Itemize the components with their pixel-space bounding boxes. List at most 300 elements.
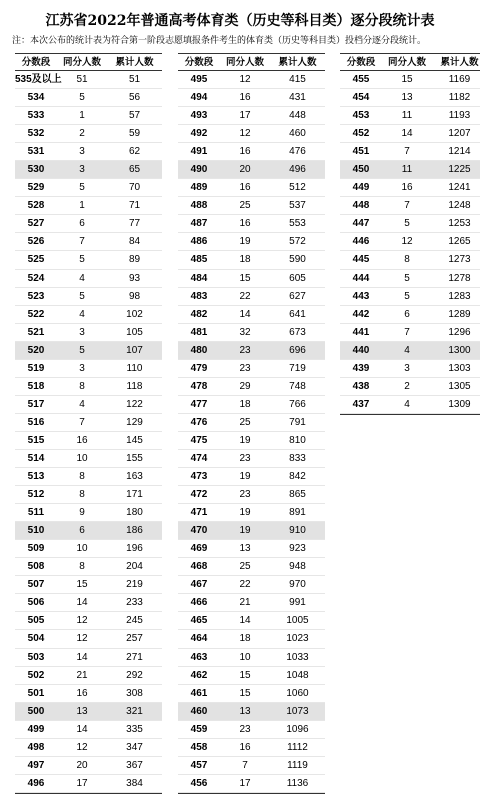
same-score-cell: 19 bbox=[239, 507, 251, 519]
same-score-cell: 14 bbox=[76, 597, 88, 609]
cumulative-cell: 257 bbox=[126, 633, 143, 645]
cumulative-cell: 1253 bbox=[448, 218, 471, 230]
score-cell: 440 bbox=[352, 344, 370, 356]
cumulative-cell: 833 bbox=[289, 452, 306, 464]
cumulative-cell: 271 bbox=[126, 651, 143, 663]
table-row bbox=[15, 161, 162, 179]
table-row bbox=[340, 378, 480, 396]
same-score-cell: 7 bbox=[79, 236, 85, 248]
same-score-cell: 13 bbox=[76, 705, 88, 717]
same-score-cell: 18 bbox=[239, 254, 251, 266]
cumulative-cell: 1248 bbox=[448, 200, 471, 212]
same-score-cell: 25 bbox=[239, 200, 251, 212]
same-score-cell: 25 bbox=[239, 416, 251, 428]
table-row bbox=[178, 504, 325, 522]
cumulative-cell: 1241 bbox=[448, 182, 471, 194]
cumulative-cell: 496 bbox=[289, 164, 306, 176]
cumulative-cell: 627 bbox=[289, 290, 306, 302]
score-cell: 451 bbox=[352, 146, 370, 158]
table-row bbox=[178, 630, 325, 648]
same-score-cell: 15 bbox=[401, 74, 413, 85]
same-score-cell: 32 bbox=[239, 326, 251, 338]
same-score-cell: 23 bbox=[239, 723, 251, 735]
cumulative-cell: 292 bbox=[126, 669, 143, 681]
score-cell: 520 bbox=[27, 344, 45, 356]
score-cell: 476 bbox=[190, 416, 208, 428]
table-row bbox=[15, 594, 162, 612]
table-row bbox=[340, 107, 480, 125]
table-row bbox=[15, 630, 162, 648]
table-row bbox=[178, 215, 325, 233]
table-row bbox=[178, 468, 325, 486]
score-cell: 528 bbox=[27, 200, 45, 212]
table-row bbox=[178, 197, 325, 215]
score-cell: 441 bbox=[352, 326, 370, 338]
cumulative-cell: 1005 bbox=[286, 615, 309, 627]
table-row bbox=[15, 468, 162, 486]
cumulative-cell: 245 bbox=[126, 615, 143, 627]
score-cell: 454 bbox=[352, 92, 370, 104]
table-row bbox=[15, 721, 162, 739]
score-cell: 513 bbox=[27, 471, 45, 483]
score-cell: 460 bbox=[190, 705, 208, 717]
same-score-cell: 19 bbox=[239, 434, 251, 446]
table-row bbox=[15, 233, 162, 251]
same-score-cell: 6 bbox=[404, 308, 410, 320]
same-score-cell: 14 bbox=[239, 615, 251, 627]
cumulative-cell: 791 bbox=[289, 416, 306, 428]
table-header-row bbox=[340, 53, 480, 71]
score-cell: 498 bbox=[27, 741, 45, 753]
same-score-cell: 29 bbox=[239, 380, 251, 392]
cumulative-cell: 180 bbox=[126, 507, 143, 519]
score-cell: 471 bbox=[190, 507, 208, 519]
table-row bbox=[178, 306, 325, 324]
table-row bbox=[15, 649, 162, 667]
cumulative-cell: 431 bbox=[289, 92, 306, 104]
score-cell: 472 bbox=[190, 489, 208, 501]
table-row bbox=[15, 739, 162, 757]
header-same-score-count: 同分人数 bbox=[387, 57, 426, 68]
same-score-cell: 23 bbox=[239, 344, 251, 356]
header-same-score-count: 同分人数 bbox=[225, 57, 264, 68]
table-row bbox=[178, 342, 325, 360]
score-cell: 499 bbox=[27, 723, 45, 735]
same-score-cell: 7 bbox=[404, 146, 410, 158]
score-cell: 496 bbox=[27, 777, 45, 789]
same-score-cell: 23 bbox=[239, 489, 251, 501]
cumulative-cell: 384 bbox=[126, 777, 143, 789]
table-header-row bbox=[15, 53, 162, 71]
score-cell: 485 bbox=[190, 254, 208, 266]
cumulative-cell: 1073 bbox=[286, 705, 309, 717]
score-cell: 468 bbox=[190, 561, 208, 573]
cumulative-cell: 347 bbox=[126, 741, 143, 753]
cumulative-cell: 748 bbox=[289, 380, 306, 392]
table-row bbox=[340, 396, 480, 414]
table-row bbox=[178, 775, 325, 793]
table-row bbox=[178, 107, 325, 125]
same-score-cell: 19 bbox=[239, 471, 251, 483]
cumulative-cell: 1033 bbox=[286, 651, 309, 663]
same-score-cell: 17 bbox=[239, 110, 251, 122]
score-cell: 479 bbox=[190, 362, 208, 374]
header-cumulative-count: 累计人数 bbox=[278, 57, 317, 68]
same-score-cell: 7 bbox=[404, 326, 410, 338]
cumulative-cell: 1060 bbox=[286, 687, 309, 699]
same-score-cell: 14 bbox=[239, 308, 251, 320]
score-cell: 494 bbox=[190, 92, 208, 104]
score-cell: 533 bbox=[27, 110, 45, 122]
table-row bbox=[15, 306, 162, 324]
score-cell: 488 bbox=[190, 200, 208, 212]
same-score-cell: 17 bbox=[76, 777, 88, 789]
score-cell: 516 bbox=[27, 416, 45, 428]
same-score-cell: 6 bbox=[79, 218, 85, 230]
score-cell: 486 bbox=[190, 236, 208, 248]
cumulative-cell: 1296 bbox=[448, 326, 471, 338]
cumulative-cell: 590 bbox=[289, 254, 306, 266]
same-score-cell: 11 bbox=[401, 164, 413, 176]
table-row bbox=[178, 251, 325, 269]
score-cell: 531 bbox=[27, 146, 45, 158]
same-score-cell: 23 bbox=[239, 452, 251, 464]
table-row bbox=[178, 288, 325, 306]
cumulative-cell: 910 bbox=[289, 525, 306, 537]
cumulative-cell: 448 bbox=[289, 110, 306, 122]
table-row bbox=[178, 161, 325, 179]
table-row bbox=[340, 215, 480, 233]
table-row bbox=[340, 288, 480, 306]
table-row bbox=[178, 396, 325, 414]
same-score-cell: 21 bbox=[76, 669, 88, 681]
table-row bbox=[178, 685, 325, 703]
header-score-band: 分数段 bbox=[346, 57, 376, 68]
table-row bbox=[15, 612, 162, 630]
cumulative-cell: 1096 bbox=[286, 723, 309, 735]
same-score-cell: 3 bbox=[79, 326, 85, 338]
table-row bbox=[15, 107, 162, 125]
same-score-cell: 14 bbox=[401, 128, 413, 140]
score-cell: 519 bbox=[27, 362, 45, 374]
cumulative-cell: 122 bbox=[126, 398, 143, 410]
cumulative-cell: 308 bbox=[126, 687, 143, 699]
score-cell: 487 bbox=[190, 218, 208, 230]
score-cell: 503 bbox=[27, 651, 45, 663]
cumulative-cell: 145 bbox=[126, 434, 143, 446]
table-row bbox=[15, 540, 162, 558]
cumulative-cell: 89 bbox=[128, 254, 141, 266]
same-score-cell: 5 bbox=[79, 182, 85, 194]
score-cell: 532 bbox=[27, 128, 45, 140]
score-cell: 474 bbox=[190, 452, 208, 464]
score-table-column-3 bbox=[340, 53, 480, 415]
score-cell: 462 bbox=[190, 669, 208, 681]
score-cell: 529 bbox=[27, 182, 45, 194]
same-score-cell: 18 bbox=[239, 398, 251, 410]
score-cell: 444 bbox=[352, 272, 370, 284]
cumulative-cell: 1119 bbox=[287, 759, 308, 771]
table-row bbox=[340, 360, 480, 378]
same-score-cell: 23 bbox=[239, 362, 251, 374]
cumulative-cell: 537 bbox=[289, 200, 306, 212]
table-row bbox=[15, 504, 162, 522]
cumulative-cell: 842 bbox=[289, 471, 306, 483]
score-cell: 469 bbox=[190, 543, 208, 555]
same-score-cell: 12 bbox=[239, 128, 251, 140]
header-same-score-count: 同分人数 bbox=[62, 57, 101, 68]
table-note: 注：本次公布的统计表为符合第一阶段志愿填报条件考生的体育类（历史等科目类）投档分逐分段统计。 bbox=[12, 36, 427, 46]
cumulative-cell: 605 bbox=[289, 272, 306, 284]
cumulative-cell: 415 bbox=[289, 74, 306, 85]
score-cell: 514 bbox=[27, 452, 45, 464]
score-cell: 477 bbox=[190, 398, 208, 410]
table-row bbox=[178, 179, 325, 197]
score-cell: 467 bbox=[190, 579, 208, 591]
cumulative-cell: 59 bbox=[128, 128, 141, 140]
score-cell: 522 bbox=[27, 308, 45, 320]
cumulative-cell: 810 bbox=[289, 434, 306, 446]
table-row bbox=[340, 342, 480, 360]
table-row bbox=[15, 667, 162, 685]
score-cell: 493 bbox=[190, 110, 208, 122]
same-score-cell: 13 bbox=[239, 705, 251, 717]
score-cell: 446 bbox=[352, 236, 370, 248]
cumulative-cell: 129 bbox=[126, 416, 143, 428]
cumulative-cell: 1303 bbox=[448, 362, 471, 374]
cumulative-cell: 719 bbox=[289, 362, 306, 374]
cumulative-cell: 102 bbox=[126, 308, 143, 320]
score-table-column-2 bbox=[178, 53, 325, 794]
same-score-cell: 19 bbox=[239, 236, 251, 248]
same-score-cell: 17 bbox=[239, 777, 251, 789]
cumulative-cell: 196 bbox=[126, 543, 143, 555]
table-row bbox=[15, 414, 162, 432]
same-score-cell: 5 bbox=[404, 290, 410, 302]
score-cell: 445 bbox=[352, 254, 370, 266]
score-cell: 491 bbox=[190, 146, 208, 158]
score-cell: 502 bbox=[27, 669, 45, 681]
score-cell: 506 bbox=[27, 597, 45, 609]
same-score-cell: 16 bbox=[239, 92, 251, 104]
table-row bbox=[15, 378, 162, 396]
cumulative-cell: 110 bbox=[126, 362, 143, 374]
same-score-cell: 16 bbox=[239, 182, 251, 194]
table-row bbox=[178, 522, 325, 540]
score-cell: 453 bbox=[352, 110, 370, 122]
same-score-cell: 5 bbox=[79, 254, 85, 266]
score-cell: 534 bbox=[27, 92, 45, 104]
score-cell: 500 bbox=[27, 705, 45, 717]
table-row bbox=[15, 558, 162, 576]
same-score-cell: 20 bbox=[76, 759, 88, 771]
score-cell: 512 bbox=[27, 489, 45, 501]
score-cell: 484 bbox=[190, 272, 208, 284]
score-cell: 517 bbox=[27, 398, 45, 410]
same-score-cell: 14 bbox=[76, 723, 88, 735]
cumulative-cell: 105 bbox=[126, 326, 143, 338]
same-score-cell: 19 bbox=[239, 525, 251, 537]
table-row bbox=[178, 721, 325, 739]
score-cell: 480 bbox=[190, 344, 208, 356]
table-row bbox=[178, 757, 325, 775]
score-cell: 438 bbox=[352, 380, 370, 392]
table-row bbox=[15, 450, 162, 468]
header-cumulative-count: 累计人数 bbox=[115, 57, 154, 68]
cumulative-cell: 1305 bbox=[448, 380, 471, 392]
table-row bbox=[15, 486, 162, 504]
table-row bbox=[15, 143, 162, 161]
score-cell: 495 bbox=[190, 74, 208, 85]
cumulative-cell: 970 bbox=[289, 579, 306, 591]
same-score-cell: 16 bbox=[239, 218, 251, 230]
cumulative-cell: 107 bbox=[126, 344, 143, 356]
score-cell: 530 bbox=[27, 164, 45, 176]
table-row bbox=[340, 197, 480, 215]
table-row bbox=[15, 71, 162, 89]
score-cell: 489 bbox=[190, 182, 208, 194]
score-cell: 456 bbox=[190, 777, 208, 789]
same-score-cell: 3 bbox=[404, 362, 410, 374]
same-score-cell: 15 bbox=[239, 272, 251, 284]
same-score-cell: 51 bbox=[76, 74, 88, 85]
cumulative-cell: 98 bbox=[128, 290, 141, 302]
table-row bbox=[178, 324, 325, 342]
table-row bbox=[340, 143, 480, 161]
score-cell: 482 bbox=[190, 308, 208, 320]
same-score-cell: 4 bbox=[79, 398, 85, 410]
same-score-cell: 8 bbox=[79, 489, 85, 501]
table-row bbox=[178, 143, 325, 161]
same-score-cell: 3 bbox=[79, 362, 85, 374]
table-row bbox=[15, 360, 162, 378]
score-cell: 527 bbox=[27, 218, 45, 230]
cumulative-cell: 865 bbox=[289, 489, 306, 501]
same-score-cell: 22 bbox=[239, 579, 251, 591]
score-cell: 509 bbox=[27, 543, 45, 555]
same-score-cell: 18 bbox=[239, 633, 251, 645]
same-score-cell: 21 bbox=[239, 597, 251, 609]
table-row bbox=[178, 432, 325, 450]
same-score-cell: 20 bbox=[239, 164, 251, 176]
cumulative-cell: 1182 bbox=[448, 92, 471, 104]
cumulative-cell: 553 bbox=[289, 218, 306, 230]
cumulative-cell: 57 bbox=[128, 110, 141, 122]
cumulative-cell: 512 bbox=[289, 182, 306, 194]
cumulative-cell: 1136 bbox=[286, 777, 309, 789]
column-bottom-rule bbox=[340, 414, 480, 415]
table-row bbox=[340, 161, 480, 179]
cumulative-cell: 1278 bbox=[448, 272, 471, 284]
score-cell: 458 bbox=[190, 741, 208, 753]
same-score-cell: 10 bbox=[239, 651, 251, 663]
cumulative-cell: 948 bbox=[289, 561, 306, 573]
cumulative-cell: 696 bbox=[289, 344, 306, 356]
cumulative-cell: 923 bbox=[289, 543, 306, 555]
table-row bbox=[178, 414, 325, 432]
cumulative-cell: 991 bbox=[289, 597, 306, 609]
same-score-cell: 2 bbox=[79, 128, 85, 140]
cumulative-cell: 673 bbox=[289, 326, 306, 338]
score-cell: 461 bbox=[190, 687, 208, 699]
table-row bbox=[178, 540, 325, 558]
table-row bbox=[15, 179, 162, 197]
same-score-cell: 13 bbox=[401, 92, 413, 104]
score-cell: 525 bbox=[27, 254, 45, 266]
same-score-cell: 1 bbox=[79, 110, 85, 122]
cumulative-cell: 1169 bbox=[448, 74, 471, 85]
same-score-cell: 15 bbox=[239, 669, 251, 681]
score-cell: 443 bbox=[352, 290, 370, 302]
cumulative-cell: 71 bbox=[128, 200, 141, 212]
same-score-cell: 4 bbox=[79, 272, 85, 284]
same-score-cell: 5 bbox=[404, 272, 410, 284]
cumulative-cell: 56 bbox=[128, 92, 141, 104]
score-table-column-1 bbox=[15, 53, 162, 794]
cumulative-cell: 641 bbox=[289, 308, 306, 320]
score-cell: 470 bbox=[190, 525, 208, 537]
cumulative-cell: 163 bbox=[126, 471, 143, 483]
score-cell: 466 bbox=[190, 597, 208, 609]
table-row bbox=[340, 306, 480, 324]
same-score-cell: 16 bbox=[76, 434, 88, 446]
cumulative-cell: 1112 bbox=[287, 741, 308, 753]
cumulative-cell: 1265 bbox=[448, 236, 471, 248]
same-score-cell: 3 bbox=[79, 164, 85, 176]
same-score-cell: 7 bbox=[79, 416, 85, 428]
table-row bbox=[15, 270, 162, 288]
table-row bbox=[340, 270, 480, 288]
score-cell: 475 bbox=[190, 434, 208, 446]
table-row bbox=[15, 125, 162, 143]
cumulative-cell: 321 bbox=[126, 705, 143, 717]
table-row bbox=[340, 233, 480, 251]
score-cell: 457 bbox=[190, 759, 208, 771]
same-score-cell: 16 bbox=[76, 687, 88, 699]
same-score-cell: 16 bbox=[401, 182, 413, 194]
cumulative-cell: 1283 bbox=[448, 290, 471, 302]
table-row bbox=[178, 594, 325, 612]
cumulative-cell: 1225 bbox=[448, 164, 471, 176]
table-row bbox=[15, 685, 162, 703]
cumulative-cell: 77 bbox=[128, 218, 141, 230]
same-score-cell: 12 bbox=[239, 74, 251, 85]
score-cell: 535及以上 bbox=[15, 74, 62, 85]
same-score-cell: 13 bbox=[239, 543, 251, 555]
table-row bbox=[178, 360, 325, 378]
cumulative-cell: 335 bbox=[126, 723, 143, 735]
cumulative-cell: 155 bbox=[126, 452, 143, 464]
same-score-cell: 22 bbox=[239, 290, 251, 302]
header-score-band: 分数段 bbox=[184, 57, 214, 68]
same-score-cell: 5 bbox=[79, 92, 85, 104]
score-cell: 492 bbox=[190, 128, 208, 140]
table-row bbox=[178, 612, 325, 630]
table-row bbox=[15, 324, 162, 342]
same-score-cell: 3 bbox=[79, 146, 85, 158]
table-row bbox=[178, 576, 325, 594]
score-cell: 518 bbox=[27, 380, 45, 392]
same-score-cell: 8 bbox=[79, 471, 85, 483]
same-score-cell: 12 bbox=[76, 633, 88, 645]
cumulative-cell: 460 bbox=[289, 128, 306, 140]
cumulative-cell: 1207 bbox=[448, 128, 471, 140]
table-row bbox=[178, 739, 325, 757]
cumulative-cell: 51 bbox=[128, 74, 141, 85]
table-row bbox=[178, 667, 325, 685]
same-score-cell: 6 bbox=[79, 525, 85, 537]
cumulative-cell: 367 bbox=[126, 759, 143, 771]
